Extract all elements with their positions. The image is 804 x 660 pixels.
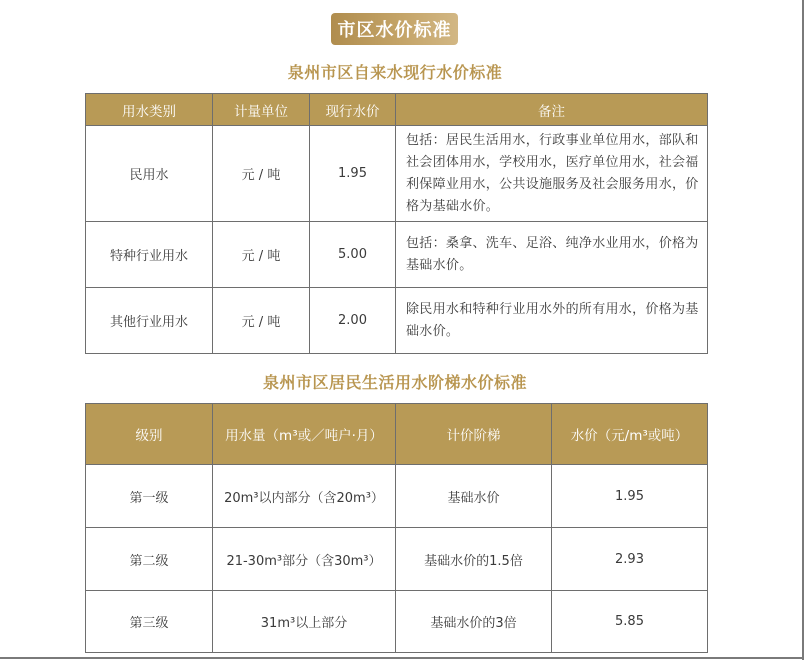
tiered-prices-table [85,403,708,653]
cell-category: 特种行业用水 [86,222,213,288]
page-frame-bottom [0,657,804,659]
cell-price: 1.95 [310,126,396,222]
header-price: 水价（元/m³或吨） [552,404,708,465]
page-title-badge: 市区水价标准 [331,13,458,45]
cell-category: 其他行业用水 [86,288,213,354]
cell-price: 1.95 [552,465,708,528]
table-row [86,288,708,354]
cell-volume: 20m³以内部分（含20m³） [213,465,396,528]
cell-volume: 21-30m³部分（含30m³） [213,528,396,591]
cell-unit: 元 / 吨 [213,126,310,222]
cell-unit: 元 / 吨 [213,222,310,288]
cell-note: 包括：居民生活用水，行政事业单位用水，部队和社会团体用水，学校用水，医疗单位用水，社会福利保障业用水，公共设施服务及社会服务用水，价格为基础水价。 [396,126,708,222]
current-prices-table [85,93,708,354]
table-row [86,126,708,222]
table-row [86,222,708,288]
table-header-row [86,404,708,465]
tiered-prices-title: 泉州市区居民生活用水阶梯水价标准 [262,373,527,392]
cell-level: 第一级 [86,465,213,528]
table-row [86,465,708,528]
cell-price: 2.93 [552,528,708,591]
cell-tier: 基础水价的3倍 [396,591,552,653]
cell-unit: 元 / 吨 [213,288,310,354]
cell-note: 包括：桑拿、洗车、足浴、纯净水业用水，价格为基础水价。 [396,222,708,288]
header-price: 现行水价 [310,94,396,126]
cell-tier: 基础水价 [396,465,552,528]
table-row [86,528,708,591]
header-note: 备注 [396,94,708,126]
header-unit: 计量单位 [213,94,310,126]
header-level: 级别 [86,404,213,465]
header-volume: 用水量（m³或／吨户·月） [213,404,396,465]
cell-level: 第三级 [86,591,213,653]
cell-volume: 31m³以上部分 [213,591,396,653]
cell-level: 第二级 [86,528,213,591]
cell-category: 民用水 [86,126,213,222]
header-category: 用水类别 [86,94,213,126]
cell-price: 5.00 [310,222,396,288]
cell-price: 5.85 [552,591,708,653]
cell-note: 除民用水和特种行业用水外的所有用水，价格为基础水价。 [396,288,708,354]
cell-price: 2.00 [310,288,396,354]
current-prices-title: 泉州市区自来水现行水价标准 [287,63,503,82]
header-tier: 计价阶梯 [396,404,552,465]
table-header-row [86,94,708,126]
table-row [86,591,708,653]
cell-tier: 基础水价的1.5倍 [396,528,552,591]
